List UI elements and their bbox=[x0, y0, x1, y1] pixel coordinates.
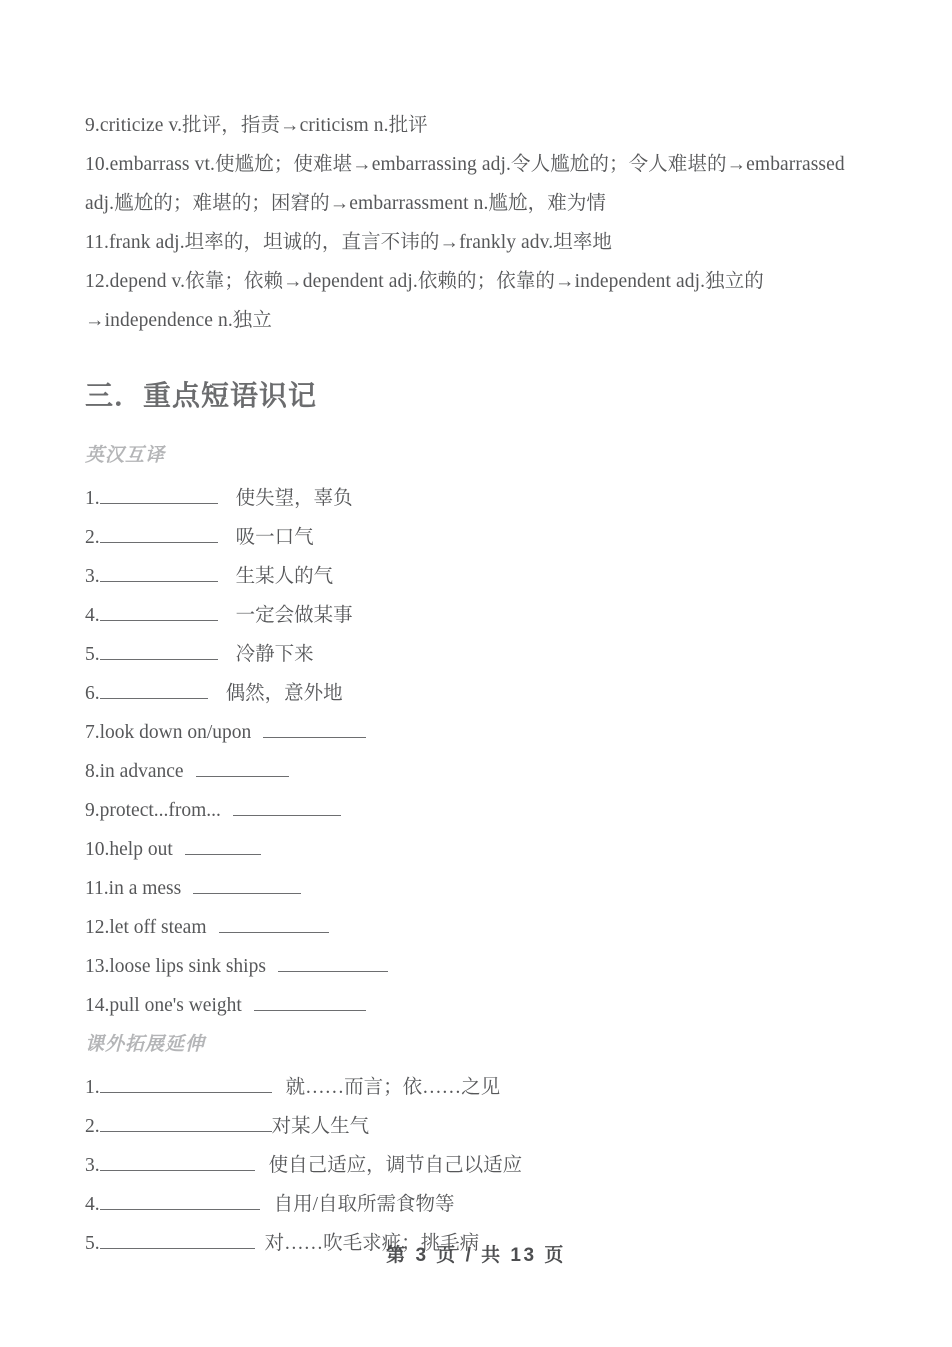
word-formation-item: 11.frank adj.坦率的，坦诚的，直言不讳的→frankly adv.坦率地 bbox=[85, 232, 613, 253]
exercise-row bbox=[85, 791, 867, 830]
exercise-number: 9. bbox=[85, 800, 100, 822]
exercise-term: in advance bbox=[99, 761, 184, 783]
exercise-meaning: 一定会做某事 bbox=[235, 605, 353, 627]
exercise-meaning: 吸一口气 bbox=[235, 527, 314, 549]
answer-blank[interactable] bbox=[233, 794, 341, 816]
exercise-number: 13. bbox=[85, 956, 110, 978]
exercise-row bbox=[85, 830, 867, 869]
exercise-row bbox=[85, 752, 867, 791]
exercise-meaning: 对……吹毛求疵；挑毛病 bbox=[264, 1233, 480, 1255]
exercise-number: 3. bbox=[85, 1155, 100, 1177]
exercise-row bbox=[85, 1185, 867, 1224]
exercise-number: 1. bbox=[85, 488, 100, 510]
exercise-meaning: 自用/自取所需食物等 bbox=[273, 1194, 455, 1216]
exercise-term: pull one's weight bbox=[109, 995, 242, 1017]
answer-blank[interactable] bbox=[193, 872, 301, 894]
answer-blank[interactable] bbox=[100, 482, 218, 504]
sub-label-extension: 课外拓展延伸 bbox=[85, 1034, 206, 1056]
answer-blank[interactable] bbox=[100, 638, 218, 660]
answer-blank[interactable] bbox=[254, 989, 366, 1011]
sub-label-translation: 英汉互译 bbox=[85, 445, 166, 467]
exercise-term: loose lips sink ships bbox=[109, 956, 266, 978]
answer-blank[interactable] bbox=[100, 521, 218, 543]
exercise-row bbox=[85, 947, 867, 986]
exercise-meaning: 对某人生气 bbox=[271, 1116, 370, 1138]
exercise-meaning: 使失望，辜负 bbox=[235, 488, 353, 510]
exercise-number: 4. bbox=[85, 605, 100, 627]
word-formation-item: 12.depend v.依靠；依赖→dependent adj.依赖的；依靠的→independent adj.独立的→independence n.独立 bbox=[85, 271, 764, 331]
answer-blank[interactable] bbox=[185, 833, 261, 855]
exercise-number: 1. bbox=[85, 1077, 100, 1099]
answer-blank[interactable] bbox=[196, 755, 289, 777]
exercise-row bbox=[85, 635, 867, 674]
page-footer: 第 3 页 / 共 13 页 bbox=[386, 1245, 566, 1266]
exercise-meaning: 就……而言；依……之见 bbox=[285, 1077, 501, 1099]
exercise-number: 2. bbox=[85, 1116, 100, 1138]
answer-blank[interactable] bbox=[100, 1110, 272, 1132]
section-heading-key-phrases: 三．重点短语识记 bbox=[85, 380, 318, 411]
exercise-number: 14. bbox=[85, 995, 110, 1017]
exercise-row bbox=[85, 1146, 867, 1185]
answer-blank[interactable] bbox=[100, 1149, 255, 1171]
exercise-term: let off steam bbox=[109, 917, 207, 939]
exercise-row bbox=[85, 674, 867, 713]
exercise-row bbox=[85, 596, 867, 635]
exercise-row bbox=[85, 557, 867, 596]
exercise-number: 8. bbox=[85, 761, 100, 783]
exercise-meaning: 冷静下来 bbox=[235, 644, 314, 666]
answer-blank[interactable] bbox=[100, 677, 208, 699]
exercise-number: 5. bbox=[85, 1233, 100, 1255]
answer-blank[interactable] bbox=[100, 1188, 260, 1210]
exercise-row bbox=[85, 1107, 867, 1146]
answer-blank[interactable] bbox=[263, 716, 366, 738]
translation-exercise-list bbox=[85, 479, 867, 1025]
answer-blank[interactable] bbox=[278, 950, 388, 972]
answer-blank[interactable] bbox=[100, 599, 218, 621]
exercise-row bbox=[85, 869, 867, 908]
word-formation-item: 9.criticize v.批评，指责→criticism n.批评 bbox=[85, 115, 428, 136]
exercise-meaning: 使自己适应，调节自己以适应 bbox=[268, 1155, 523, 1177]
exercise-number: 7. bbox=[85, 722, 100, 744]
exercise-number: 3. bbox=[85, 566, 100, 588]
exercise-row bbox=[85, 986, 867, 1025]
word-formation-list bbox=[85, 0, 867, 340]
exercise-term: look down on/upon bbox=[99, 722, 252, 744]
exercise-number: 11. bbox=[85, 878, 109, 900]
exercise-term: help out bbox=[109, 839, 173, 861]
exercise-number: 6. bbox=[85, 683, 100, 705]
word-formation-item: 10.embarrass vt.使尴尬；使难堪→embarrassing adj.令人尴尬的；令人难堪的→embarrassed adj.尴尬的；难堪的；困窘的→embarrassment n.尴尬，难为情 bbox=[85, 154, 845, 214]
exercise-number: 2. bbox=[85, 527, 100, 549]
exercise-row bbox=[85, 479, 867, 518]
exercise-number: 4. bbox=[85, 1194, 100, 1216]
exercise-row bbox=[85, 518, 867, 557]
exercise-meaning: 生某人的气 bbox=[235, 566, 334, 588]
exercise-row bbox=[85, 713, 867, 752]
exercise-number: 5. bbox=[85, 644, 100, 666]
exercise-number: 12. bbox=[85, 917, 110, 939]
exercise-number: 10. bbox=[85, 839, 110, 861]
answer-blank[interactable] bbox=[100, 1071, 272, 1093]
exercise-term: protect...from... bbox=[99, 800, 221, 822]
exercise-term: in a mess bbox=[108, 878, 182, 900]
answer-blank[interactable] bbox=[100, 560, 218, 582]
exercise-row bbox=[85, 908, 867, 947]
extension-exercise-list bbox=[85, 1068, 867, 1263]
exercise-row bbox=[85, 1068, 867, 1107]
answer-blank[interactable] bbox=[219, 911, 329, 933]
exercise-meaning: 偶然，意外地 bbox=[225, 683, 343, 705]
